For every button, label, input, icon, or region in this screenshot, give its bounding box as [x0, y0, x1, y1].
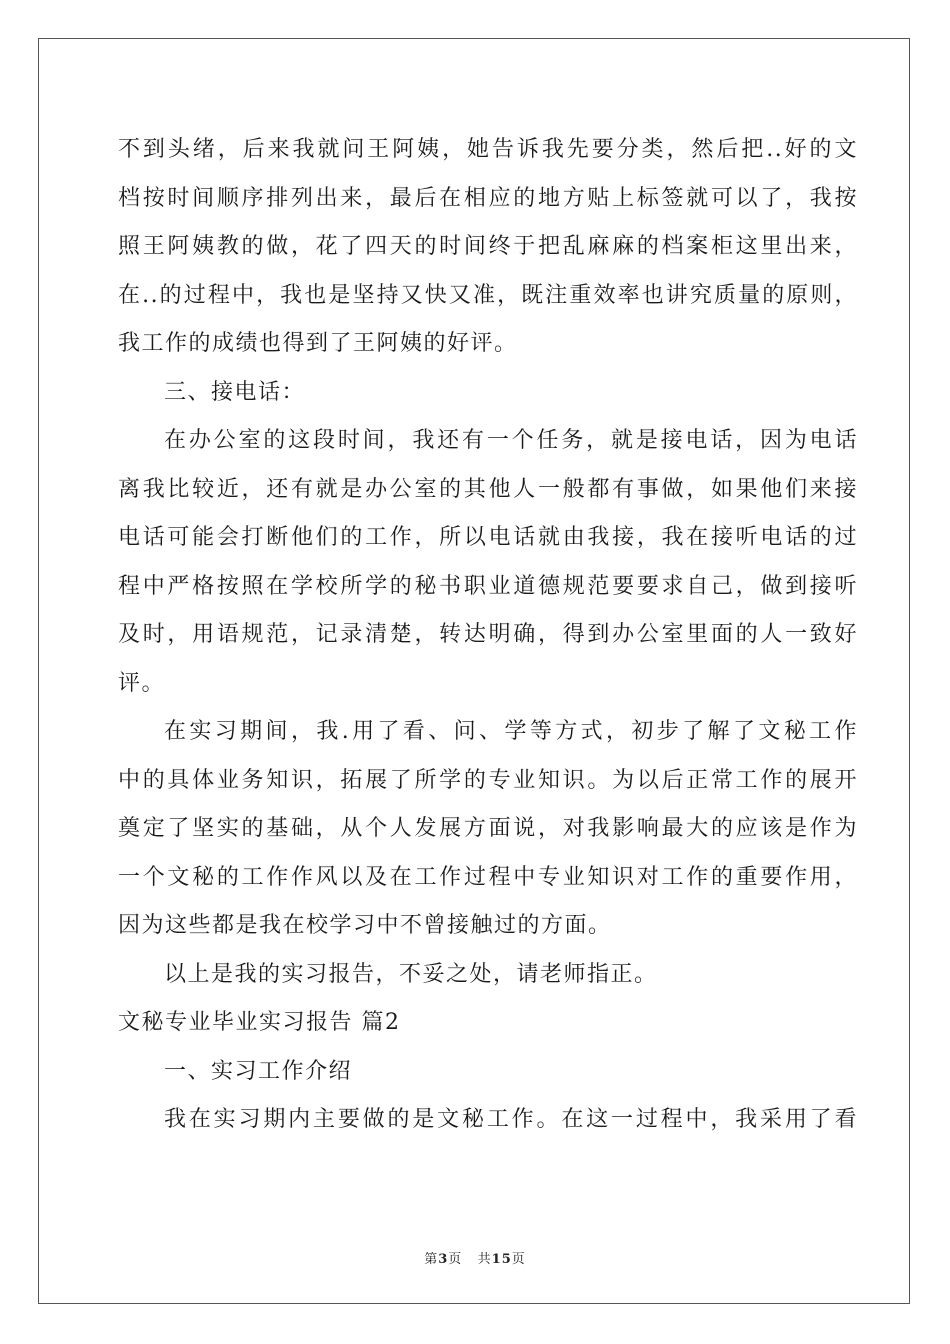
body-line: 不到头绪，后来我就问王阿姨，她告诉我先要分类，然后把..好的文	[118, 137, 858, 162]
page-current: 3	[438, 1252, 449, 1267]
body-line: 离我比较近，还有就是办公室的其他人一般都有事做，如果他们来接	[118, 476, 858, 502]
document-body	[118, 126, 858, 1145]
body-line: 因为这些都是我在校学习中不曾接触过的方面。	[118, 913, 612, 938]
body-line: 照王阿姨教的做，花了四天的时间终于把乱麻麻的档案柜这里出来，	[118, 234, 858, 259]
paragraph-first-line: 我在实习期内主要做的是文秘工作。在这一过程中，我采用了看	[164, 1107, 858, 1132]
body-line: 一个文秘的工作作风以及在工作过程中专业知识对工作的重要作用，	[118, 864, 858, 890]
page-mid: 页 共	[448, 1252, 492, 1267]
body-line: 中的具体业务知识，拓展了所学的专业知识。为以后正常工作的展开	[118, 767, 858, 793]
article-title: 文秘专业毕业实习报告 篇2	[118, 1010, 401, 1035]
body-line: 档按时间顺序排列出来，最后在相应的地方贴上标签就可以了，我按	[118, 185, 858, 211]
paragraph-first-line: 以上是我的实习报告，不妥之处，请老师指正。	[164, 961, 658, 987]
body-line: 我工作的成绩也得到了王阿姨的好评。	[118, 331, 518, 356]
section-heading: 三、接电话：	[164, 379, 306, 405]
page-prefix: 第	[424, 1252, 439, 1267]
page-suffix: 页	[511, 1252, 526, 1267]
page-footer	[0, 1248, 950, 1267]
body-line: 电话可能会打断他们的工作，所以电话就由我接，我在接听电话的过	[118, 525, 858, 550]
body-line: 在..的过程中，我也是坚持又快又准，既注重效率也讲究质量的原则，	[118, 282, 858, 308]
paragraph-first-line: 在办公室的这段时间，我还有一个任务，就是接电话，因为电话	[164, 428, 858, 453]
page-total: 15	[491, 1252, 512, 1267]
body-line: 评。	[118, 670, 166, 696]
paragraph-first-line: 在实习期间，我.用了看、问、学等方式，初步了解了文秘工作	[164, 719, 858, 744]
body-line: 及时，用语规范，记录清楚，转达明确，得到办公室里面的人一致好	[118, 622, 858, 647]
body-line: 奠定了坚实的基础，从个人发展方面说，对我影响最大的应该是作为	[118, 816, 858, 841]
section-heading: 一、实习工作介绍	[164, 1058, 353, 1084]
body-line: 程中严格按照在学校所学的秘书职业道德规范要要求自己，做到接听	[118, 573, 858, 599]
